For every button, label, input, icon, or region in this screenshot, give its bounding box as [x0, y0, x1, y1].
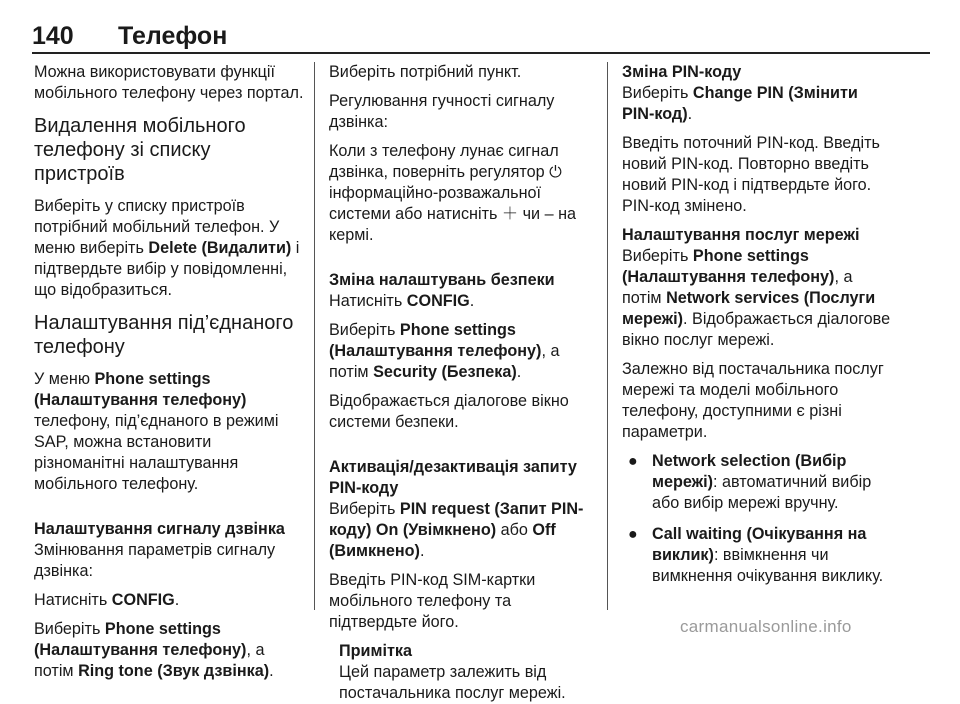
change-pin-paragraph: Введіть поточний PIN-код. Введіть новий PIN-код. Повторно введіть новий PIN-код і підтвердьте його. PIN-код змінено. [622, 134, 880, 215]
intro-text: Можна використовувати функції мобільного телефону через портал. [34, 63, 304, 102]
menu-item-phone-settings: Phone settings (Налаштування телефону) [622, 247, 835, 286]
page-number: 140 [32, 22, 74, 50]
select-security-paragraph: Виберіть Phone settings (Налаштування телефону), а потім Security (Безпека). [329, 321, 560, 381]
menu-item-ring-tone: Ring tone (Звук дзвінка) [78, 662, 270, 680]
page-header [32, 22, 930, 54]
section-heading-network: Налаштування послуг мережі [622, 226, 860, 244]
menu-item-phone-settings: Phone settings (Налаштування телефону) [329, 321, 542, 360]
section-heading-delete: Видалення мобільного телефону зі списку пристроїв [34, 115, 246, 185]
press-config-paragraph: Натисніть CONFIG. [34, 591, 180, 609]
pin-select-paragraph: Виберіть PIN request (Запит PIN-коду) On (Увімкнено) або Off (Вимкнено). [329, 500, 584, 560]
options-list [622, 451, 892, 587]
button-label-config: CONFIG [406, 292, 470, 310]
page-title: Телефон [118, 22, 228, 50]
menu-item-phone-settings: Phone settings (Налаштування телефону) [34, 370, 247, 409]
button-label-config: CONFIG [111, 591, 175, 609]
bullet-icon: ● [628, 453, 638, 470]
provider-paragraph: Залежно від постачальника послуг мережі та моделі мобільного телефону, доступними є різні параметри. [622, 360, 884, 441]
select-item-paragraph: Виберіть потрібний пункт. [329, 63, 522, 81]
section-heading-change-pin: Зміна PIN-коду [622, 63, 742, 81]
menu-item-call-waiting: Call waiting (Очікування на виклик) [652, 525, 867, 564]
menu-item-delete: Delete (Видалити) [148, 239, 292, 257]
select-ringtone-paragraph: Виберіть Phone settings (Налаштування телефону), а потім Ring tone (Звук дзвінка). [34, 620, 274, 680]
dialog-paragraph: Відображається діалогове вікно системи безпеки. [329, 392, 569, 431]
menu-item-network-selection: Network selection (Вибір мережі) [652, 452, 847, 491]
column-divider [607, 62, 608, 610]
column-1 [34, 62, 304, 690]
menu-item-change-pin: Change PIN (Змінити PIN-код) [622, 84, 858, 123]
ringtone-paragraph: Змінювання параметрів сигналу дзвінка: [34, 541, 276, 580]
volume-detail-paragraph: Коли з телефону лунає сигнал дзвінка, поверніть регулятор ⏻ інформаційно-розважальної системи або натисніть ＋ чи – на кермі. [329, 142, 577, 244]
menu-item-pin-on: PIN request (Запит PIN-коду) On (Увімкнено) [329, 500, 584, 539]
note-title: Примітка [339, 642, 412, 660]
note-text: Цей параметр залежить від постачальника послуг мережі. [339, 663, 566, 702]
list-item: ● Network selection (Вибір мережі): автоматичний вибір або вибір мережі вручну. [628, 452, 872, 512]
watermark: carmanualsonline.info [680, 617, 852, 636]
delete-paragraph: Виберіть у списку пристроїв потрібний мобільний телефон. У меню виберіть Delete (Видалити) і підтвердьте вибір у повідомленні, що відобразиться. [34, 197, 300, 299]
list-item: ● Call waiting (Очікування на виклик): ввімкнення чи вимкнення очікування виклику. [628, 525, 884, 585]
column-3 [622, 62, 892, 597]
section-heading-pin: Активація/дезактивація запиту PIN-коду [329, 458, 577, 497]
column-2 [329, 62, 601, 704]
menu-item-security: Security (Безпека) [373, 363, 517, 381]
section-heading-security: Зміна налаштувань безпеки [329, 271, 555, 289]
section-heading-ringtone: Налаштування сигналу дзвінка [34, 520, 285, 538]
press-config-paragraph: Натисніть CONFIG. [329, 292, 475, 310]
section-heading-connected: Налаштування під’єднаного телефону [34, 312, 294, 358]
menu-item-pin-off: Off (Вимкнено) [329, 521, 556, 560]
change-pin-select-paragraph: Виберіть Change PIN (Змінити PIN-код). [622, 84, 858, 123]
bullet-icon: ● [628, 526, 638, 543]
menu-item-network-services: Network services (Послуги мережі) [622, 289, 876, 328]
network-select-paragraph: Виберіть Phone settings (Налаштування телефону), а потім Network services (Послуги мережі). Відображається діалогове вікно послуг мережі. [622, 247, 891, 349]
pin-enter-paragraph: Введіть PIN-код SIM-картки мобільного телефону та підтвердьте його. [329, 571, 536, 631]
column-divider [314, 62, 315, 610]
volume-paragraph: Регулювання гучності сигналу дзвінка: [329, 92, 555, 131]
connected-paragraph: У меню Phone settings (Налаштування телефону) телефону, під’єднаного в режимі SAP, можна встановити різноманітні налаштування мобільного телефону. [34, 370, 279, 493]
note-box [339, 641, 601, 704]
menu-item-phone-settings: Phone settings (Налаштування телефону) [34, 620, 247, 659]
